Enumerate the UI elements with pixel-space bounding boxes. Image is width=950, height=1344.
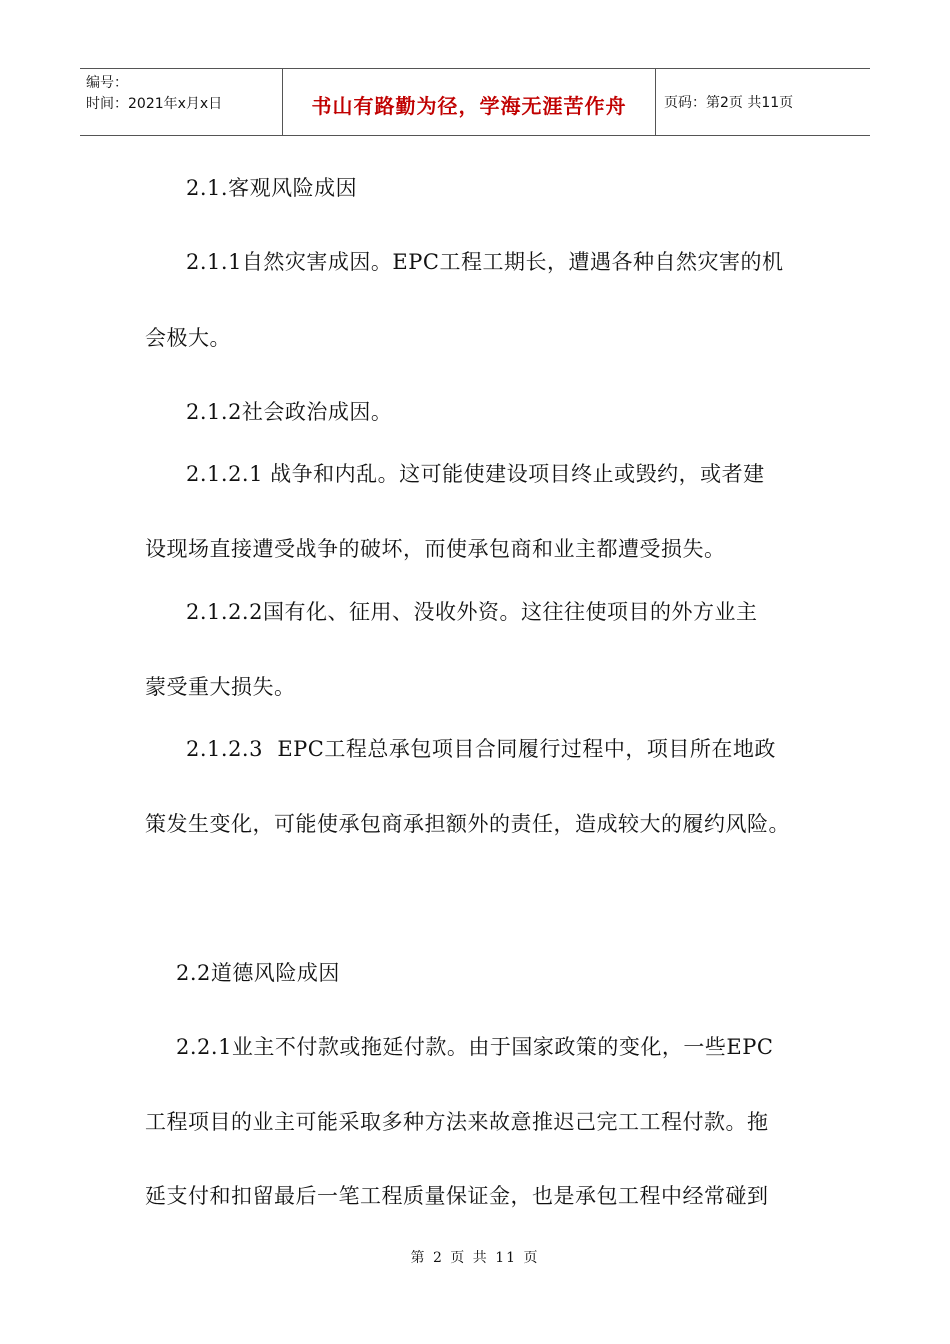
- motto-text: 书山有路勤为径，学海无涯苦作舟: [311, 93, 627, 118]
- paragraph-line: 2.1.2.3 EPC工程总承包项目合同履行过程中，项目所在地政: [186, 737, 776, 761]
- heading-2-1-2: 2.1.2社会政治成因。: [186, 400, 393, 424]
- paragraph-line: 2.1.2.2国有化、征用、没收外资。这往往使项目的外方业主: [186, 600, 758, 624]
- heading-2-2: 2.2道德风险成因: [176, 961, 340, 985]
- number-label: 编号：: [86, 75, 128, 91]
- paragraph-line: 策发生变化，可能使承包商承担额外的责任，造成较大的履约风险。: [145, 812, 790, 836]
- paragraph-line: 2.1.2.1 战争和内乱。这可能使建设项目终止或毁约，或者建: [186, 462, 765, 486]
- time-label: 时间：2021年x月x日: [86, 96, 223, 112]
- paragraph-line: 2.1.1自然灾害成因。EPC工程工期长，遭遇各种自然灾害的机: [186, 250, 784, 274]
- page-header: [80, 68, 870, 136]
- page-info-text: 页码：第2页 共11页: [664, 95, 794, 111]
- paragraph-line: 延支付和扣留最后一笔工程质量保证金，也是承包工程中经常碰到: [145, 1184, 769, 1208]
- paragraph-line: 工程项目的业主可能采取多种方法来故意推迟己完工工程付款。拖: [145, 1110, 769, 1134]
- page-footer: 第 2 页 共 11 页: [410, 1250, 540, 1266]
- paragraph-line: 2.2.1业主不付款或拖延付款。由于国家政策的变化，一些EPC: [176, 1035, 774, 1059]
- header-motto-cell: [283, 69, 656, 135]
- paragraph-line: 会极大。: [145, 326, 231, 350]
- heading-2-1: 2.1.客观风险成因: [186, 176, 358, 200]
- paragraph-line: 蒙受重大损失。: [145, 675, 296, 699]
- header-meta: [80, 69, 283, 135]
- paragraph-line: 设现场直接遭受战争的破坏，而使承包商和业主都遭受损失。: [145, 537, 726, 561]
- header-page-info: [656, 69, 870, 135]
